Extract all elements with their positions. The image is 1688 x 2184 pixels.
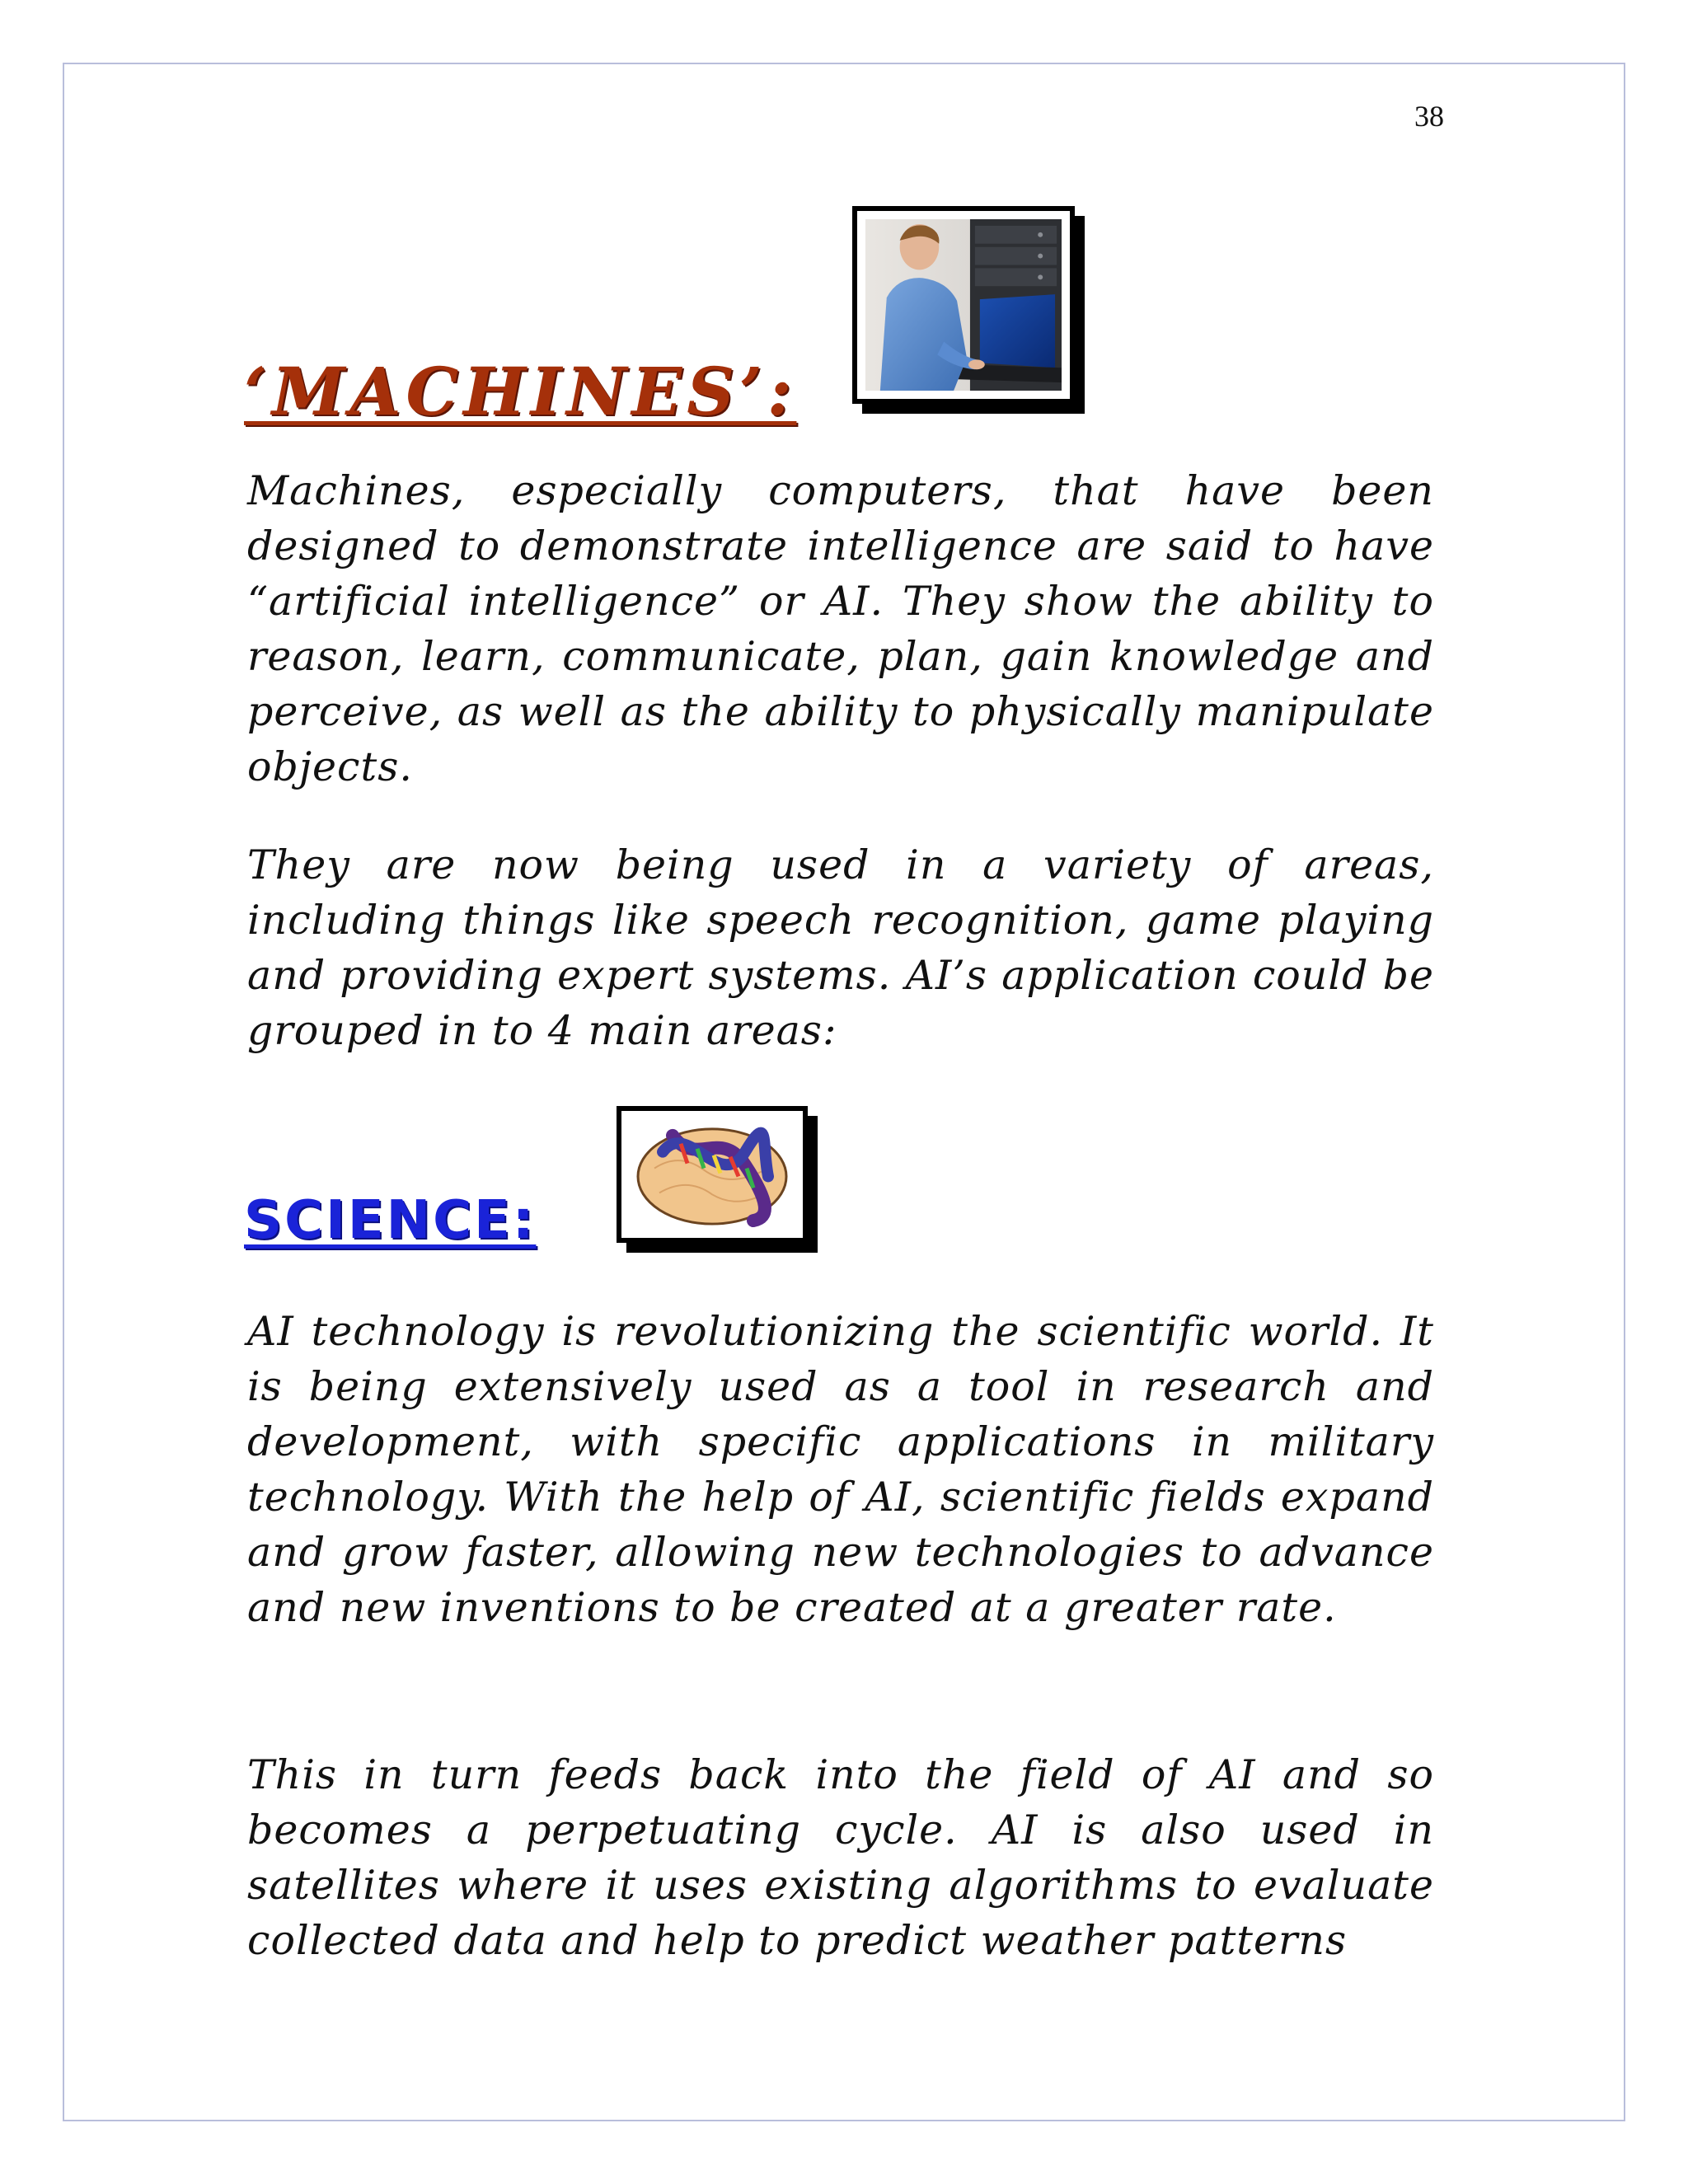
science-heading: SCIENCE:: [244, 1190, 537, 1251]
machines-paragraph-1: Machines, especially computers, that have been designed to demonstrate intelligence are said to have “artificial intelligence” or AI. They show the ability to reason, learn, communicate, plan, gain knowledge and perceive, as well as the ability to physically manipulate objects.: [247, 467, 1434, 790]
machines-paragraph-2: They are now being used in a variety of areas, including things like speech recognition, game playing and providing expert systems. AI’s application could be grouped in to 4 main areas:: [247, 841, 1434, 1054]
science-paragraph-2: This in turn feeds back into the field of AI and so becomes a perpetuating cycle. AI is also used in satellites where it uses existing algorithms to evaluate collected data and help to predict weather patterns: [247, 1751, 1434, 1964]
science-paragraph-1: AI technology is revolutionizing the scientific world. It is being extensively used as a tool in research and development, with specific applications in military technology. With the help of AI, scientific fields expand and grow faster, allowing new technologies to advance and new inventions to be created at a greater rate.: [247, 1308, 1434, 1631]
page-number: 38: [1414, 100, 1444, 133]
man-at-computer-server-icon: [865, 219, 1062, 391]
dna-double-helix-icon: [630, 1119, 795, 1230]
science-clipart: [617, 1106, 808, 1243]
machines-photo: [852, 206, 1075, 404]
machines-heading: ‘MACHINES’:: [244, 353, 797, 430]
